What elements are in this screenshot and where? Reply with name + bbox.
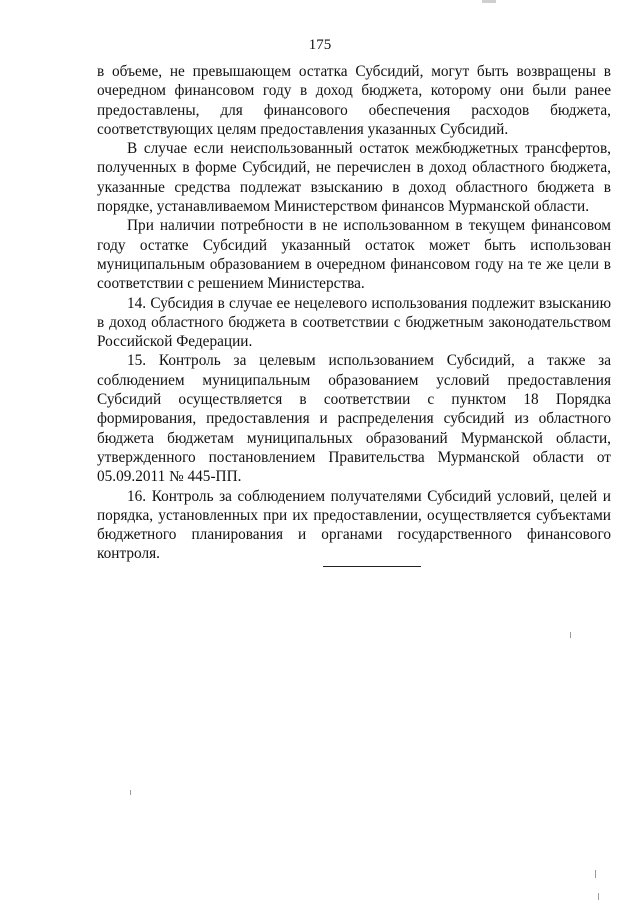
paragraph-unused-balance-recovery: В случае если неиспользованный остаток межбюджетных трансфертов, полученных в форме Субсидий, не перечислен в доход областного бюджета, указанные средства подлежат взысканию в доход областного бюджета в порядке, устанавливаемом Министерством финансов Мурманской области.	[97, 140, 611, 216]
scan-speck	[598, 893, 599, 900]
page-number: 175	[308, 37, 332, 53]
paragraph-clause-16: 16. Контроль за соблюдением получателями Субсидий условий, целей и порядка, установленных при их предоставлении, осуществляется субъектами бюджетного планирования и органами государственного финансового контроля.	[97, 487, 611, 563]
paragraph-continuation: в объеме, не превышающем остатка Субсидий, могут быть возвращены в очередном финансовом году в доход бюджета, которому они были ранее предоставлены, для финансового обеспечения расходов бюджета, соответствующих целям предоставления указанных Субсидий.	[97, 63, 611, 138]
paragraph-clause-14: 14. Субсидия в случае ее нецелевого использования подлежит взысканию в доход областного бюджета в соответствии с бюджетным законодательством Российской Федерации.	[97, 294, 611, 351]
scan-speck	[130, 790, 131, 795]
paragraph-clause-15: 15. Контроль за целевым использованием Субсидий, а также за соблюдением муниципальным образованием условий предоставления Субсидий осуществляется в соответствии с пунктом 18 Порядка формирования, предоставления и распределения субсидий из областного бюджета бюджетам муниципальных образований Мурманской области, утвержденного постановлением Правительства Мурманской области от 05.09.2011 № 445-ПП.	[97, 352, 611, 486]
document-body	[97, 62, 611, 564]
scan-speck	[570, 632, 571, 638]
scan-speck	[595, 870, 596, 878]
paragraph-balance-reuse: При наличии потребности в не использованном в текущем финансовом году остатке Субсидий указанный остаток может быть использован муниципальным образованием в очередном финансовом году на те же цели в соответствии с решением Министерства.	[97, 217, 611, 293]
closing-rule	[323, 566, 421, 567]
scan-speck	[482, 0, 496, 3]
